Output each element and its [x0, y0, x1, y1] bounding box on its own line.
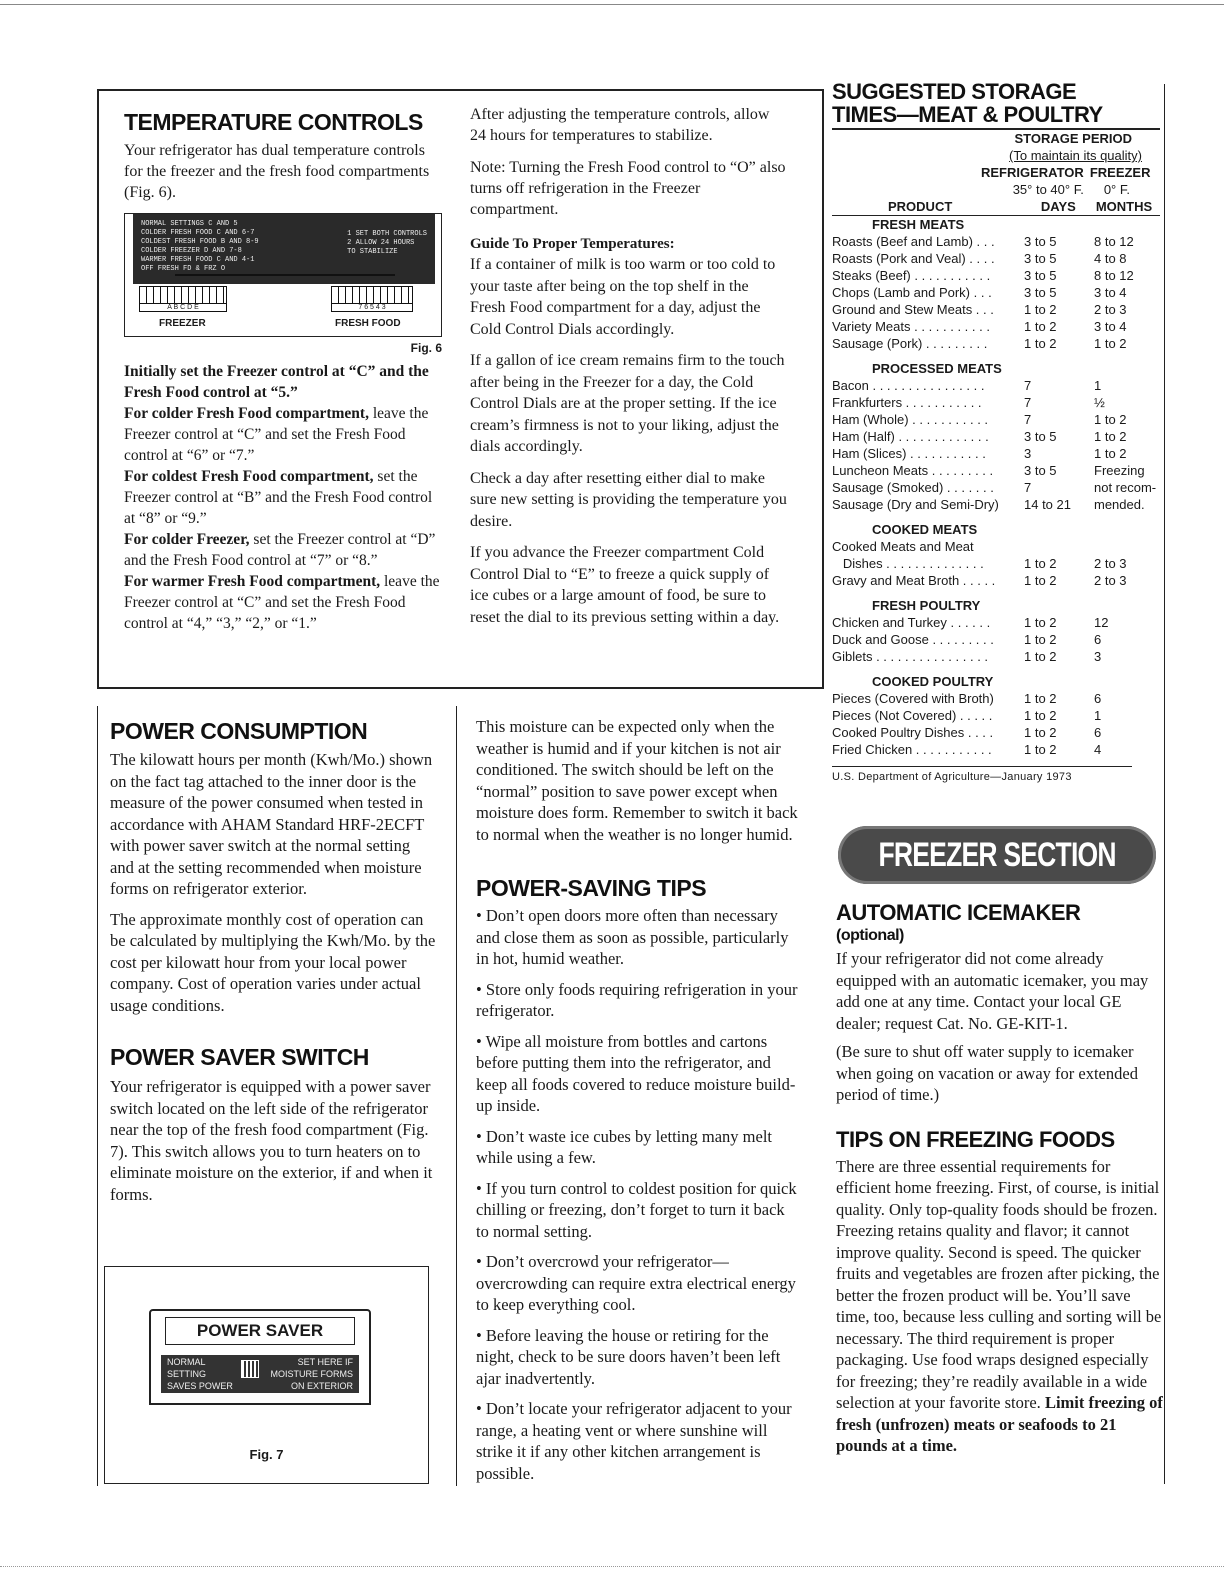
months-cell: 3 — [1094, 649, 1102, 664]
storage-period: STORAGE PERIOD — [1014, 131, 1132, 146]
product-cell: Roasts (Pork and Veal) . . . . — [832, 251, 995, 266]
fig6-caption: Fig. 6 — [410, 341, 442, 355]
months-cell: 3 to 4 — [1094, 285, 1127, 300]
initial-setting: Initially set the Freezer control at “C” and the Fresh Food control at “5.” — [124, 363, 429, 401]
freezer-label: FREEZER — [159, 318, 206, 329]
freezer-column — [836, 900, 1164, 1457]
power-saver-toggle[interactable] — [241, 1360, 259, 1378]
fig7-frame — [104, 1266, 429, 1484]
table-row — [832, 631, 1160, 648]
months-cell: 1 — [1094, 378, 1102, 393]
product-cell: Sausage (Pork) . . . . . . . . . — [832, 336, 988, 351]
automatic-icemaker-heading: AUTOMATIC ICEMAKER — [836, 900, 1081, 925]
storage-section-title — [832, 589, 1160, 614]
check-note: Check a day after resetting either dial to make sure new setting is providing the temperature you desire. — [470, 469, 787, 530]
storage-section-title — [832, 513, 1160, 538]
power-column — [110, 716, 436, 1205]
stabilize-note: After adjusting the temperature controls, allow 24 hours for temperatures to stabilize. — [470, 106, 770, 144]
refrigerator-header: REFRIGERATOR — [981, 165, 1084, 180]
days-cell: 3 to 5 — [1024, 429, 1057, 444]
table-row — [832, 284, 1160, 301]
product-cell: Giblets . . . . . . . . . . . . . . . . — [832, 649, 989, 664]
months-cell: 4 — [1094, 742, 1102, 757]
coldest-fresh-food: For coldest Fresh Food compartment, set the Freezer control at “B” and the Fresh Food control at “8” or “9.” — [124, 468, 433, 527]
table-row — [832, 614, 1160, 631]
power-saving-tips-heading: POWER-SAVING TIPS — [476, 875, 707, 901]
months-cell: 4 to 8 — [1094, 251, 1127, 266]
days-cell: 1 to 2 — [1024, 649, 1057, 664]
section-title-cell: FRESH MEATS — [872, 217, 965, 232]
months-cell: 6 — [1094, 725, 1102, 740]
days-cell: 1 to 2 — [1024, 336, 1057, 351]
days-header: DAYS — [1040, 199, 1076, 214]
table-row — [832, 648, 1160, 665]
product-cell: Sausage (Smoked) . . . . . . . — [832, 480, 994, 495]
product-cell: Ground and Stew Meats . . . — [832, 302, 994, 317]
product-cell: Frankfurters . . . . . . . . . . . — [832, 395, 982, 410]
days-cell: 1 to 2 — [1024, 725, 1057, 740]
power-p2: The approximate monthly cost of operation can be calculated by multiplying the Kwh/Mo. by the cost per kilowatt hour from your local power company. Cost of operation varies under actual usage conditions. — [110, 909, 436, 1015]
bottom-border — [0, 1566, 1224, 1567]
icemaker-p1: If your refrigerator did not come already equipped with an automatic icemaker, you may add one at any time. Contact your local GE dealer; request Cat. No. GE-KIT-1. — [836, 949, 1149, 1033]
table-row — [832, 555, 1160, 572]
temperature-intro: Your refrigerator has dual temperature controls for the freezer and the fresh food compartments (Fig. 6). — [124, 142, 430, 201]
table-row — [832, 462, 1160, 479]
storage-header-table — [832, 164, 1160, 216]
temperature-right-column — [470, 104, 788, 628]
fig6-panel — [124, 213, 442, 337]
product-cell: Ham (Half) . . . . . . . . . . . . . — [832, 429, 989, 444]
months-cell: 2 to 3 — [1094, 302, 1127, 317]
freezer-dial: A B C D E — [139, 286, 227, 312]
tip-item: • Store only foods requiring refrigeration in your refrigerator. — [476, 979, 798, 1020]
months-cell: ½ — [1094, 395, 1105, 410]
months-cell: 1 to 2 — [1094, 446, 1127, 461]
days-cell: 1 to 2 — [1024, 556, 1057, 571]
days-cell: 3 to 5 — [1024, 234, 1057, 249]
left-rule — [97, 706, 98, 1486]
table-row — [832, 538, 1160, 555]
days-cell: 1 to 2 — [1024, 319, 1057, 334]
fresh-food-dial: 7 6 5 4 3 — [331, 286, 413, 312]
table-row — [832, 335, 1160, 352]
tip-item: • Don’t locate your refrigerator adjacent to your range, a heating vent or where sunshine will strike it if any other kitchen arrangement is possible. — [476, 1399, 792, 1483]
middle-column — [476, 716, 800, 1493]
months-cell: 8 to 12 — [1094, 268, 1134, 283]
days-cell: 3 — [1024, 446, 1032, 461]
fig6-instructions: 1 SET BOTH CONTROLS 2 ALLOW 24 HOURS TO STABILIZE — [347, 230, 427, 256]
storage-heading-2: TIMES—MEAT & POULTRY — [832, 102, 1103, 127]
table-row — [832, 572, 1160, 589]
product-cell: Steaks (Beef) . . . . . . . . . . . — [832, 268, 991, 283]
middle-left-rule — [456, 706, 457, 1486]
table-row — [832, 318, 1160, 335]
storage-table-body — [832, 216, 1160, 758]
product-cell: Roasts (Beef and Lamb) . . . — [832, 234, 995, 249]
table-row — [832, 377, 1160, 394]
days-cell: 1 to 2 — [1024, 708, 1057, 723]
moisture-p: This moisture can be expected only when the weather is humid and if your kitchen is not air conditioned. The switch should be left on the “normal” position to save power except when moisture does form. Remember to switch it back to normal when the weather is no longer humid. — [476, 717, 798, 844]
days-cell — [1018, 538, 1090, 555]
section-title-cell: FRESH POULTRY — [872, 598, 981, 613]
months-cell: 12 — [1094, 615, 1109, 630]
days-cell: 3 to 5 — [1024, 463, 1057, 478]
storage-source-rule — [832, 766, 1132, 767]
days-cell: 3 to 5 — [1024, 285, 1057, 300]
top-border — [0, 4, 1224, 5]
product-cell: Ham (Slices) . . . . . . . . . . . — [832, 446, 986, 461]
days-cell: 7 — [1024, 395, 1032, 410]
power-saver-title: POWER SAVER — [165, 1317, 355, 1345]
product-cell: Sausage (Dry and Semi-Dry) — [832, 497, 999, 512]
ice-cream-guide: If a gallon of ice cream remains firm to the touch after being in the Freezer for a day, the Cold Control Dials are at the proper setting. If the ice cream’s firmness is not to your liking, adjust the dials accordingly. — [470, 352, 785, 455]
tip-item: • If you turn control to coldest position for quick chilling or freezing, don’t forget to turn it back to normal setting. — [476, 1178, 797, 1241]
normal-setting-label: NORMAL SETTING SAVES POWER — [167, 1357, 233, 1391]
freezer-header: FREEZER — [1089, 165, 1151, 180]
tip-item: • Wipe all moisture from bottles and cartons before putting them into the refrigerator, and keep all foods covered to reduce moisture build-up inside. — [476, 1031, 796, 1115]
storage-heading-1: SUGGESTED STORAGE — [832, 79, 1077, 104]
fresh-food-label: FRESH FOOD — [335, 318, 401, 329]
days-cell: 3 to 5 — [1024, 251, 1057, 266]
days-cell: 1 to 2 — [1024, 615, 1057, 630]
product-cell: Variety Meats . . . . . . . . . . . — [832, 319, 990, 334]
section-title-cell: COOKED MEATS — [872, 522, 978, 537]
product-cell: Ham (Whole) . . . . . . . . . . . — [832, 412, 989, 427]
months-header: MONTHS — [1095, 199, 1153, 214]
table-row — [832, 428, 1160, 445]
storage-period-sub: (To maintain its quality) — [1009, 148, 1142, 163]
table-row — [832, 690, 1160, 707]
temperature-left-column — [124, 108, 446, 634]
colder-freezer: For colder Freezer, set the Freezer control at “D” and the Fresh Food control at “7” or “8.” — [124, 531, 436, 569]
months-cell: 1 to 2 — [1094, 429, 1127, 444]
product-cell: Luncheon Meats . . . . . . . . . — [832, 463, 994, 478]
months-cell: 2 to 3 — [1094, 556, 1127, 571]
days-cell: 14 to 21 — [1024, 497, 1071, 512]
months-cell: 8 to 12 — [1094, 234, 1134, 249]
table-row — [832, 741, 1160, 758]
off-note: Note: Turning the Fresh Food control to “O” also turns off refrigeration in the Freezer compartment. — [470, 159, 786, 218]
table-row — [832, 411, 1160, 428]
storage-section-title — [832, 216, 1160, 233]
table-row — [832, 479, 1160, 496]
section-title-cell: COOKED POULTRY — [872, 674, 994, 689]
days-cell: 7 — [1024, 412, 1032, 427]
fig6-arrow — [175, 274, 395, 276]
product-cell: Chicken and Turkey . . . . . . — [832, 615, 991, 630]
table-row — [832, 707, 1160, 724]
power-saver-p: Your refrigerator is equipped with a power saver switch located on the left side of the refrigerator near the top of the fresh food compartment (Fig. 7). This switch allows you to turn heaters on to eliminate moisture on the exterior, if and when it forms. — [110, 1077, 433, 1204]
icemaker-p2: (Be sure to shut off water supply to icemaker when going on vacation or away for extended period of time.) — [836, 1042, 1138, 1104]
temperature-settings — [124, 361, 446, 634]
days-cell: 1 to 2 — [1024, 691, 1057, 706]
months-cell: 1 to 2 — [1094, 412, 1127, 427]
storage-section — [832, 80, 1160, 783]
months-cell: not recom- — [1094, 480, 1157, 495]
tips-freezing-heading: TIPS ON FREEZING FOODS — [836, 1126, 1115, 1152]
days-cell: 1 to 2 — [1024, 302, 1057, 317]
product-cell: Bacon . . . . . . . . . . . . . . . . — [832, 378, 985, 393]
days-cell: 7 — [1024, 480, 1032, 495]
table-row — [832, 724, 1160, 741]
product-cell: Dishes . . . . . . . . . . . . . . — [832, 556, 984, 571]
freezer-banner-text: FREEZER SECTION — [878, 835, 1116, 874]
table-row — [832, 445, 1160, 462]
months-cell: 2 to 3 — [1094, 573, 1127, 588]
table-row — [832, 250, 1160, 267]
warmer-fresh-food: For warmer Fresh Food compartment, leave the Freezer control at “C” and set the Fresh Food control at “4,” “3,” “2,” or “1.” — [124, 573, 440, 632]
power-p1: The kilowatt hours per month (Kwh/Mo.) shown on the fact tag attached to the inner door is the measure of the power consumed when tested in accordance with AHAM Standard HRF-2ECFT with power saver switch at the normal setting and at the setting recommended when moisture forms on refrigerator exterior. — [110, 750, 433, 898]
tip-item: • Before leaving the house or retiring for the night, check to be sure doors haven’t been left ajar inadvertently. — [476, 1325, 781, 1388]
refrigerator-temp: 35° to 40° F. — [1012, 182, 1084, 197]
advance-note: If you advance the Freezer compartment Cold Control Dial to “E” to freeze a quick supply of ice cubes or a large amount of food, be sure to reset the dial to its previous setting within a day. — [470, 544, 780, 626]
product-cell: Fried Chicken . . . . . . . . . . . — [832, 742, 992, 757]
power-saver-dark-strip — [161, 1355, 359, 1393]
product-cell: Cooked Poultry Dishes . . . . — [832, 725, 994, 740]
tips-freezing-p: There are three essential requirements for efficient home freezing. First, of course, is initial quality. Only top-quality foods should be frozen. Freezing retains quality and flavor; it cannot improve quality. Second is speed. The quicker fruits and vegetables are frozen after picking, the better the frozen product will be. You’ll save time, too, because less culling and sorting will be necessary. The third requirement is proper packaging. Use food wraps designed especially for freezing; they’re readily available in a wide selection at your favorite store. Limit freezing of fresh (unfrozen) meats or seafoods to 21 pounds at a time. — [836, 1156, 1163, 1455]
months-cell: 1 to 2 — [1094, 336, 1127, 351]
table-row — [832, 267, 1160, 284]
days-cell: 3 to 5 — [1024, 268, 1057, 283]
days-cell: 1 to 2 — [1024, 632, 1057, 647]
product-cell: Chops (Lamb and Pork) . . . — [832, 285, 992, 300]
product-cell: Pieces (Covered with Broth) — [832, 691, 994, 706]
tip-item: • Don’t waste ice cubes by letting many melt while using a few. — [476, 1126, 772, 1167]
product-cell: Gravy and Meat Broth . . . . . — [832, 573, 996, 588]
colder-fresh-food: For colder Fresh Food compartment, leave the Freezer control at “C” and set the Fresh Food control at “6” or “7.” — [124, 405, 429, 464]
tips-list — [476, 905, 800, 1484]
product-cell: Cooked Meats and Meat — [832, 539, 974, 554]
days-cell: 1 to 2 — [1024, 742, 1057, 757]
fig6-settings-list: NORMAL SETTINGS C AND 5 COLDER FRESH FOOD C AND 6-7 COLDEST FRESH FOOD B AND 8-9 COLDER FREEZER D AND 7-8 WARMER FRESH FOOD C AND 4-1 OFF FRESH FD & FRZ O — [141, 220, 259, 273]
table-row — [832, 394, 1160, 411]
table-row — [832, 233, 1160, 250]
months-cell: 1 — [1094, 708, 1102, 723]
product-cell: Pieces (Not Covered) . . . . . — [832, 708, 993, 723]
months-cell: 3 to 4 — [1094, 319, 1127, 334]
months-cell: 6 — [1094, 691, 1102, 706]
months-cell — [1090, 538, 1160, 555]
fig7-caption: Fig. 7 — [249, 1447, 284, 1462]
power-saver-switch-heading: POWER SAVER SWITCH — [110, 1044, 369, 1070]
product-header: PRODUCT — [888, 199, 953, 214]
storage-section-title — [832, 665, 1160, 690]
storage-source: U.S. Department of Agriculture—January 1973 — [832, 771, 1072, 783]
temperature-controls-heading: TEMPERATURE CONTROLS — [124, 109, 423, 135]
days-cell: 1 to 2 — [1024, 573, 1057, 588]
optional-label: (optional) — [836, 927, 904, 944]
table-row — [832, 496, 1160, 513]
milk-guide: If a container of milk is too warm or too cold to your taste after being on the top shelf in the Fresh Food compartment for a day, adjust the Cold Control Dials accordingly. — [470, 256, 776, 338]
power-saver-switch-panel — [149, 1309, 371, 1405]
power-consumption-heading: POWER CONSUMPTION — [110, 718, 368, 744]
moisture-setting-label: SET HERE IF MOISTURE FORMS ON EXTERIOR — [270, 1357, 353, 1391]
storage-section-title — [832, 352, 1160, 377]
guide-heading: Guide To Proper Temperatures: — [470, 236, 675, 252]
tip-item: • Don’t open doors more often than necessary and close them as soon as possible, particularly in hot, humid weather. — [476, 906, 789, 968]
freezer-temp: 0° F. — [1103, 182, 1130, 197]
product-cell: Duck and Goose . . . . . . . . . — [832, 632, 994, 647]
freezer-section-banner — [838, 826, 1156, 884]
right-rule — [1164, 84, 1165, 1484]
storage-table — [832, 216, 1160, 758]
section-title-cell: PROCESSED MEATS — [872, 361, 1002, 376]
days-cell: 7 — [1024, 378, 1032, 393]
table-row — [832, 301, 1160, 318]
months-cell: Freezing — [1094, 463, 1145, 478]
tip-item: • Don’t overcrowd your refrigerator—overcrowding can require extra electrical energy to keep everything cool. — [476, 1252, 796, 1314]
months-cell: mended. — [1094, 497, 1145, 512]
months-cell: 6 — [1094, 632, 1102, 647]
